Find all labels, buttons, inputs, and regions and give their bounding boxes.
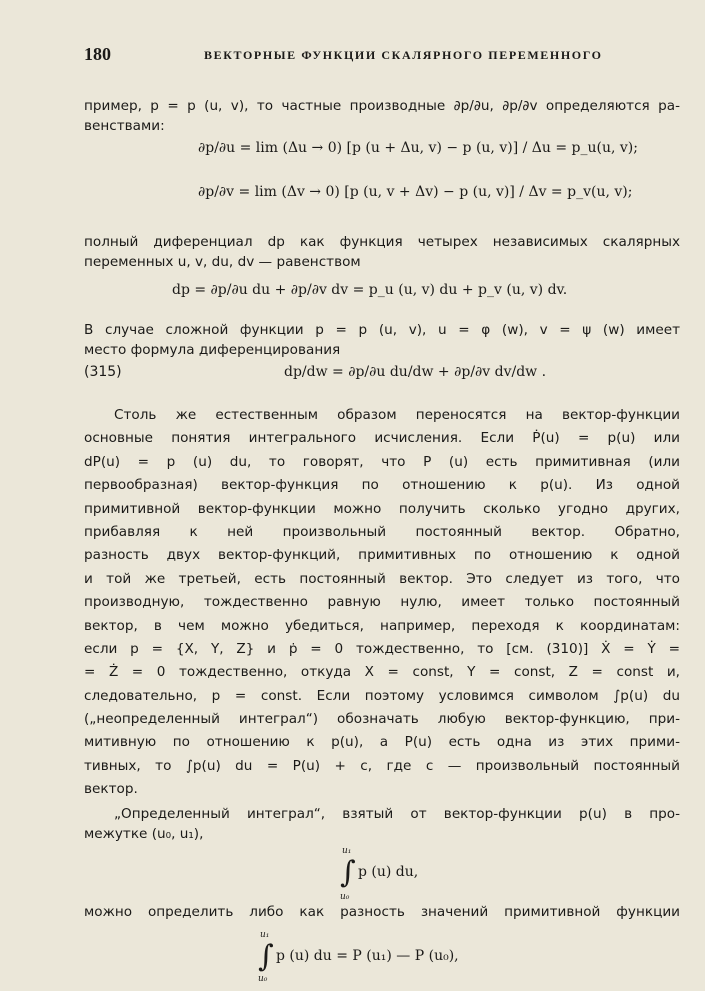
text-line: разность двух вектор-функций, примитивных по отношению к одной <box>84 547 680 564</box>
text-line: Столь же естественным образом переносятся на вектор-функции <box>114 407 680 423</box>
text-line: место формула диференцирования <box>84 342 341 358</box>
equation-number-315: (315) <box>84 364 122 380</box>
integral-upper-limit: u₁ <box>260 930 270 940</box>
integral-upper-limit: u₁ <box>342 846 352 856</box>
text-line: dP(u) = p (u) du, то говорят, что P (u) есть примитивная (или <box>84 453 680 470</box>
paragraph-definite-integral-definition <box>84 902 680 922</box>
text-line: прибавляя к ней произвольный постоянный вектор. Обратно, <box>84 523 680 540</box>
text-line: пример, p = p (u, v), то частные производные ∂p/∂u, ∂p/∂v определяются ра- <box>84 98 680 114</box>
integral-lower-limit: u₀ <box>340 892 350 902</box>
paragraph-definite-integral <box>84 804 680 844</box>
paragraph-integration <box>84 404 680 802</box>
text-line: межутке (u₀, u₁), <box>84 826 204 842</box>
text-line: („неопределенный интеграл“) обозначать любую вектор-функцию, при- <box>84 711 680 728</box>
formula-total-differential: dp = ∂p/∂u du + ∂p/∂v dv = p_u (u, v) du + p_v (u, v) dv. <box>172 282 568 298</box>
page-number: 180 <box>84 44 111 64</box>
paragraph-partials-intro <box>84 96 680 136</box>
text-line: В случае сложной функции p = p (u, v), u = φ (w), v = ψ (w) имеет <box>84 322 680 338</box>
formula-definite-integral <box>336 846 476 902</box>
paragraph-total-differential-intro <box>84 232 680 272</box>
text-line: если p = {X, Y, Z} и ṗ = 0 тождественно, то [см. (310)] Ẋ = Ẏ = <box>84 640 680 657</box>
text-line: переменных u, v, du, dv — равенством <box>84 254 361 270</box>
text-line: полный диференциал dp как функция четырех независимых скалярных <box>84 234 680 250</box>
integral-sign-icon: ∫ <box>258 939 274 974</box>
integral-body: p (u) du = P (u₁) — P (u₀), <box>276 948 459 964</box>
formula-newton-leibniz <box>254 930 534 986</box>
integral-sign-icon: ∫ <box>340 855 356 890</box>
text-line: венствами: <box>84 118 165 134</box>
text-line: основные понятия интегрального исчисления. Если Ṗ(u) = p(u) или <box>84 430 680 447</box>
formula-chain-rule: dp/dw = ∂p/∂u du/dw + ∂p/∂v dv/dw . <box>284 364 547 380</box>
formula-partial-v: ∂p/∂v = lim (Δv → 0) [p (u, v + Δv) − p (u, v)] / Δv = p_v(u, v); <box>198 184 633 200</box>
text-line: вектор, в чем можно убедиться, например, переходя к координатам: <box>84 617 680 634</box>
text-line: „Определенный интеграл“, взятый от вектор-функции p(u) в про- <box>114 806 680 822</box>
text-line: примитивной вектор-функции можно получить сколько угодно других, <box>84 500 680 517</box>
formula-partial-u: ∂p/∂u = lim (Δu → 0) [p (u + Δu, v) − p (u, v)] / Δu = p_u(u, v); <box>198 140 638 156</box>
text-line: первообразная) вектор-функция по отношению к p(u). Из одной <box>84 477 680 494</box>
text-line: вектор. <box>84 781 138 798</box>
text-line: можно определить либо как разность значений примитивной функции <box>84 904 680 920</box>
text-line: = Ż = 0 тождественно, откуда X = const, Y = const, Z = const и, <box>84 664 680 681</box>
running-title: ВЕКТОРНЫЕ ФУНКЦИИ СКАЛЯРНОГО ПЕРЕМЕННОГО <box>204 48 603 62</box>
paragraph-composite-function <box>84 320 680 360</box>
integral-lower-limit: u₀ <box>258 974 268 984</box>
text-line: и той же третьей, есть постоянный вектор. Это следует из того, что <box>84 570 680 587</box>
integral-body: p (u) du, <box>358 864 419 880</box>
text-line: следовательно, p = const. Если поэтому условимся символом ∫p(u) du <box>84 687 680 704</box>
text-line: тивных, то ∫p(u) du = P(u) + c, где c — произвольный постоянный <box>84 757 680 774</box>
text-line: производную, тождественно равную нулю, имеет только постоянный <box>84 594 680 611</box>
text-line: митивную по отношению к p(u), а P(u) есть одна из этих прими- <box>84 734 680 751</box>
